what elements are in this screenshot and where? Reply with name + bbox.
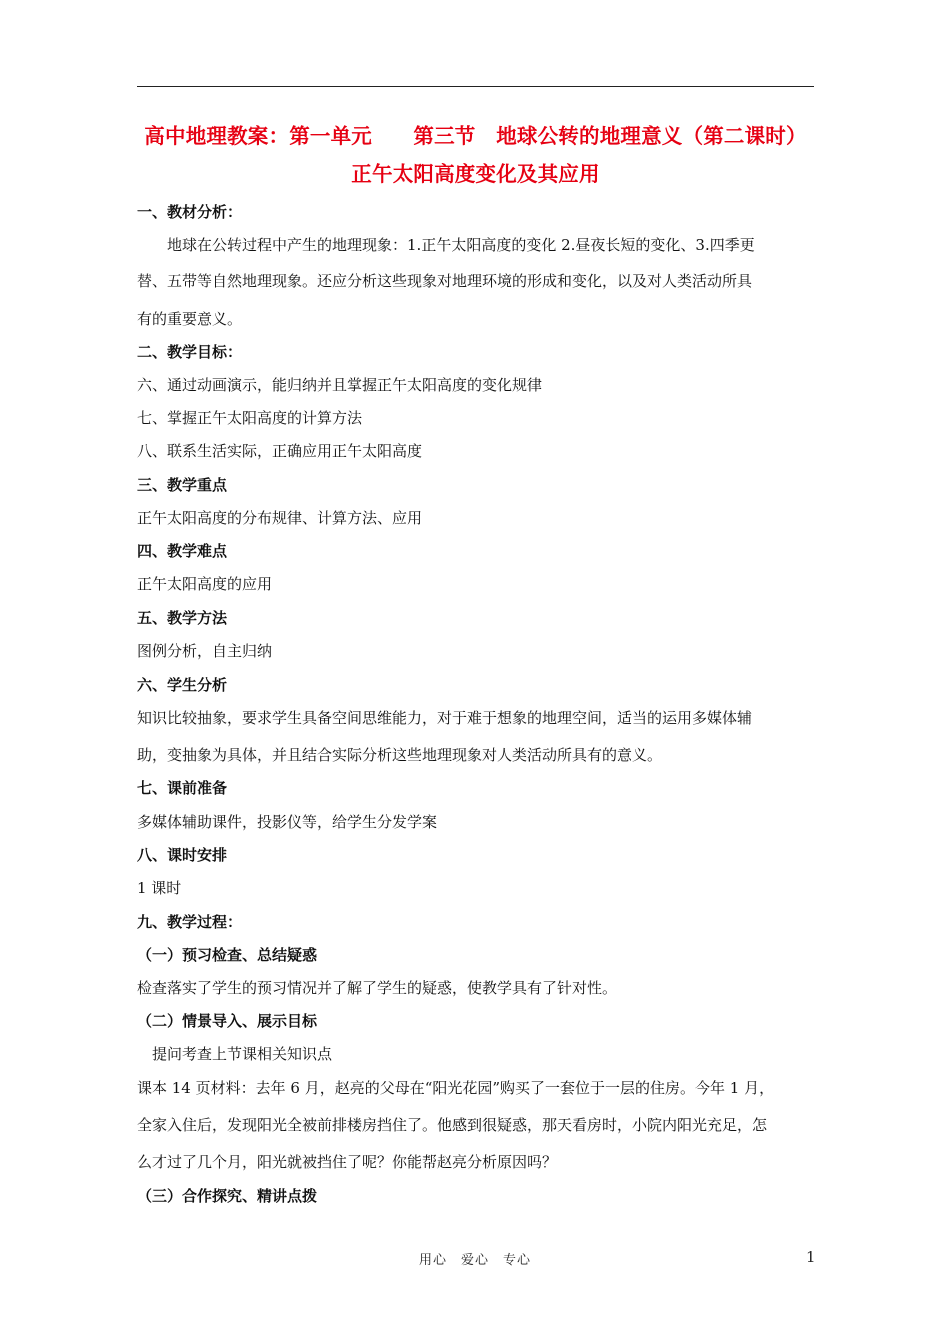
page-number: 1	[806, 1248, 816, 1266]
paragraph-line: 提问考查上节课相关知识点	[137, 1045, 333, 1063]
paragraph-line: 替、五带等自然地理现象。还应分析这些现象对地理环境的形成和变化，以及对人类活动所具	[137, 272, 753, 290]
paragraph-line: 多媒体辅助课件，投影仪等，给学生分发学案	[137, 813, 438, 831]
header-rule	[137, 86, 814, 87]
paragraph-line: 课本 14 页材料：去年 6 月，赵亮的父母在“阳光花园”购买了一套位于一层的住房。今年 1 月，	[137, 1079, 775, 1097]
section-heading-teaching-goals: 二、教学目标：	[137, 343, 243, 361]
section-heading-methods: 五、教学方法	[137, 609, 228, 627]
paragraph-line: 全家入住后，发现阳光全被前排楼房挡住了。他感到很疑惑，那天看房时，小院内阳光充足，怎	[137, 1116, 768, 1134]
section-heading-key-points: 三、教学重点	[137, 476, 228, 494]
document-title: 高中地理教案：第一单元 第三节 地球公转的地理意义（第二课时）	[144, 124, 807, 148]
footer-motto: 用心 爱心 专心	[418, 1253, 531, 1268]
section-heading-textbook-analysis: 一、教材分析：	[137, 203, 243, 221]
paragraph-line: 正午太阳高度的应用	[137, 575, 273, 593]
paragraph-line: 地球在公转过程中产生的地理现象：1.正午太阳高度的变化 2.昼夜长短的变化、3.四季更	[137, 236, 755, 254]
section-heading-preparation: 七、课前准备	[137, 779, 228, 797]
list-item: 七、掌握正午太阳高度的计算方法	[137, 409, 363, 427]
subsection-heading: （二）情景导入、展示目标	[137, 1012, 318, 1030]
section-heading-schedule: 八、课时安排	[137, 846, 228, 864]
paragraph-line: 检查落实了学生的预习情况并了解了学生的疑惑，使教学具有了针对性。	[137, 979, 618, 997]
list-item: 八、联系生活实际，正确应用正午太阳高度	[137, 442, 423, 460]
list-item: 六、通过动画演示，能归纳并且掌握正午太阳高度的变化规律	[137, 376, 543, 394]
paragraph-line: 正午太阳高度的分布规律、计算方法、应用	[137, 509, 423, 527]
subsection-heading: （一）预习检查、总结疑惑	[137, 946, 318, 964]
section-heading-student-analysis: 六、学生分析	[137, 676, 228, 694]
paragraph-line: 有的重要意义。	[137, 310, 243, 328]
paragraph-line: 知识比较抽象，要求学生具备空间思维能力，对于难于想象的地理空间，适当的运用多媒体辅	[137, 709, 753, 727]
paragraph-line: 么才过了几个月，阳光就被挡住了呢？你能帮赵亮分析原因吗？	[137, 1153, 558, 1171]
subsection-heading: （三）合作探究、精讲点拨	[137, 1187, 318, 1205]
paragraph-line: 图例分析，自主归纳	[137, 642, 273, 660]
document-subtitle: 正午太阳高度变化及其应用	[351, 162, 600, 186]
section-heading-difficulties: 四、教学难点	[137, 542, 228, 560]
paragraph-line: 1 课时	[137, 879, 182, 897]
paragraph-line: 助，变抽象为具体，并且结合实际分析这些地理现象对人类活动所具有的意义。	[137, 746, 663, 764]
section-heading-teaching-process: 九、教学过程：	[137, 913, 243, 931]
